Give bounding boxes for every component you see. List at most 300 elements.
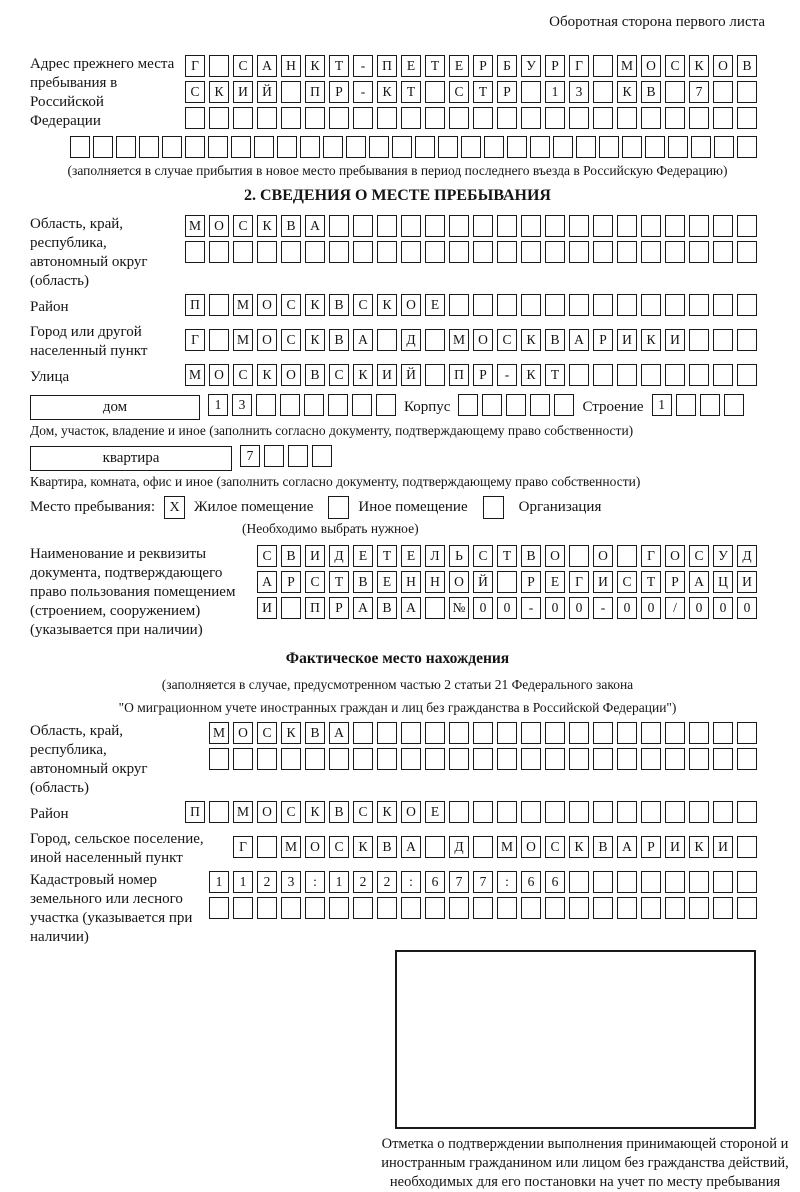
char-cell: Р <box>329 81 349 103</box>
char-cell <box>689 364 709 386</box>
char-cell: В <box>377 836 397 858</box>
char-cell: С <box>473 545 493 567</box>
char-cell: : <box>497 871 517 893</box>
char-cell: О <box>233 722 253 744</box>
char-cell <box>737 215 757 237</box>
char-cell <box>689 801 709 823</box>
char-cell <box>209 55 229 77</box>
char-cell <box>209 897 229 919</box>
char-cell: А <box>257 55 277 77</box>
char-cell <box>209 294 229 316</box>
char-cell <box>593 241 613 263</box>
char-cell <box>377 107 397 129</box>
char-cell <box>329 241 349 263</box>
char-cell <box>641 241 661 263</box>
char-cell: О <box>473 329 493 351</box>
char-cell: Е <box>449 55 469 77</box>
char-cell: К <box>257 364 277 386</box>
char-cell <box>257 897 277 919</box>
char-cell <box>209 801 229 823</box>
char-cell <box>689 748 709 770</box>
char-cell: В <box>545 329 565 351</box>
char-cell: 0 <box>473 597 493 619</box>
actual-location-note-1: (заполняется в случае, предусмотренном частью 2 статьи 21 Федерального закона <box>161 677 634 692</box>
char-cell: / <box>665 597 685 619</box>
char-cell <box>617 871 637 893</box>
char-cell: В <box>329 801 349 823</box>
char-cell <box>209 107 229 129</box>
char-cell <box>425 107 445 129</box>
char-cell: М <box>497 836 517 858</box>
char-cell: С <box>233 364 253 386</box>
char-cell <box>665 81 685 103</box>
char-cell: Г <box>641 545 661 567</box>
char-cell <box>377 241 397 263</box>
char-cell: А <box>617 836 637 858</box>
char-cell: Г <box>185 329 205 351</box>
apartment-note: Квартира, комната, офис и иное (заполнить согласно документу, подтверждающему право собственности) <box>30 474 641 489</box>
char-cell: О <box>257 329 277 351</box>
char-cell <box>713 748 733 770</box>
char-cell <box>257 748 277 770</box>
char-cell: Р <box>665 571 685 593</box>
char-cell: А <box>329 722 349 744</box>
char-cell: Б <box>497 55 517 77</box>
char-cell <box>507 136 527 158</box>
char-cell <box>506 394 526 416</box>
char-cell <box>737 897 757 919</box>
char-cell: И <box>617 329 637 351</box>
char-cell <box>713 107 733 129</box>
char-cell <box>329 748 349 770</box>
char-cell <box>676 394 696 416</box>
char-cell: - <box>353 55 373 77</box>
char-cell: В <box>281 215 301 237</box>
actual-region-label: Область, край, республика, автономный округ (область) <box>30 723 148 796</box>
char-cell <box>665 215 685 237</box>
char-cell <box>622 136 642 158</box>
char-cell <box>185 107 205 129</box>
char-cell: 1 <box>652 394 672 416</box>
char-cell <box>665 364 685 386</box>
char-cell: К <box>281 722 301 744</box>
char-cell <box>737 81 757 103</box>
char-cell <box>713 241 733 263</box>
char-cell: Р <box>473 364 493 386</box>
char-cell: К <box>689 55 709 77</box>
stay-type-block <box>30 496 765 519</box>
char-cell: П <box>305 597 325 619</box>
house-note: Дом, участок, владение и иное (заполнить согласно документу, подтверждающему право собственности) <box>30 423 634 438</box>
cadastral-row-2 <box>222 897 765 919</box>
char-cell <box>208 136 228 158</box>
char-cell <box>689 107 709 129</box>
char-cell <box>665 107 685 129</box>
prev-address-row-2 <box>175 81 765 103</box>
actual-city-block <box>30 830 765 868</box>
char-cell: Т <box>377 545 397 567</box>
house-type-label: дом <box>102 398 128 415</box>
char-cell: В <box>281 545 301 567</box>
char-cell <box>617 801 637 823</box>
char-cell <box>353 748 373 770</box>
actual-city-label: Город, сельское поселение, иной населенный пункт <box>30 831 204 866</box>
char-cell <box>576 136 596 158</box>
cadastral-block <box>30 871 765 947</box>
char-cell <box>737 241 757 263</box>
char-cell: А <box>401 597 421 619</box>
char-cell <box>617 722 637 744</box>
actual-region-block <box>30 722 765 798</box>
char-cell: А <box>353 329 373 351</box>
char-cell: О <box>401 294 421 316</box>
char-cell <box>352 394 372 416</box>
char-cell: Р <box>641 836 661 858</box>
char-cell: Т <box>329 571 349 593</box>
street-block <box>30 364 765 390</box>
char-cell <box>377 897 397 919</box>
char-cell <box>569 241 589 263</box>
actual-region-row-1 <box>150 722 765 744</box>
document-label: Наименование и реквизиты документа, подтверждающего право пользования помещением (строением, сооружением) (указывается при наличии) <box>30 546 236 638</box>
actual-location-note-2: "О миграционном учете иностранных граждан и лиц без гражданства в Российской Федерации") <box>118 700 677 715</box>
char-cell <box>521 801 541 823</box>
char-cell: С <box>353 294 373 316</box>
char-cell: Н <box>281 55 301 77</box>
char-cell <box>254 136 274 158</box>
char-cell <box>425 597 445 619</box>
char-cell: Е <box>401 55 421 77</box>
char-cell <box>281 81 301 103</box>
char-cell <box>473 722 493 744</box>
char-cell <box>737 871 757 893</box>
char-cell <box>209 748 229 770</box>
char-cell: М <box>233 801 253 823</box>
prev-address-boxes <box>175 55 765 133</box>
char-cell <box>497 294 517 316</box>
char-cell <box>593 801 613 823</box>
char-cell: У <box>521 55 541 77</box>
char-cell <box>569 897 589 919</box>
actual-district-row <box>150 801 765 823</box>
char-cell <box>300 136 320 158</box>
char-cell: И <box>233 81 253 103</box>
street-label: Улица <box>30 368 70 385</box>
region-label: Область, край, республика, автономный округ (область) <box>30 216 148 289</box>
prev-address-label: Адрес прежнего места пребывания в Российской Федерации <box>30 56 175 129</box>
char-cell <box>497 801 517 823</box>
char-cell: А <box>353 597 373 619</box>
char-cell: О <box>545 545 565 567</box>
char-cell: 6 <box>425 871 445 893</box>
char-cell <box>665 748 685 770</box>
char-cell: О <box>593 545 613 567</box>
char-cell <box>593 81 613 103</box>
char-cell: Н <box>401 571 421 593</box>
char-cell <box>392 136 412 158</box>
char-cell <box>665 871 685 893</box>
char-cell <box>593 722 613 744</box>
char-cell <box>599 136 619 158</box>
document-row-1 <box>248 545 765 567</box>
char-cell <box>280 394 300 416</box>
stay-type-note: (Необходимо выбрать нужное) <box>242 521 419 536</box>
char-cell: Е <box>401 545 421 567</box>
char-cell <box>689 241 709 263</box>
char-cell <box>641 722 661 744</box>
char-cell <box>425 215 445 237</box>
char-cell: В <box>593 836 613 858</box>
char-cell <box>593 294 613 316</box>
char-cell: И <box>665 836 685 858</box>
city-block <box>30 323 765 361</box>
char-cell <box>256 394 276 416</box>
char-cell <box>569 748 589 770</box>
char-cell: Т <box>473 81 493 103</box>
char-cell: М <box>617 55 637 77</box>
char-cell: : <box>305 871 325 893</box>
char-cell: 2 <box>257 871 277 893</box>
stay-type-label: Место пребывания: <box>30 499 155 515</box>
char-cell <box>737 836 757 858</box>
char-cell: К <box>209 81 229 103</box>
korpus-label: Корпус <box>404 398 451 415</box>
char-cell <box>185 136 205 158</box>
char-cell: - <box>497 364 517 386</box>
char-cell: А <box>401 836 421 858</box>
char-cell: О <box>281 364 301 386</box>
char-cell: Й <box>401 364 421 386</box>
char-cell: С <box>449 81 469 103</box>
char-cell <box>737 748 757 770</box>
char-cell: Г <box>569 571 589 593</box>
char-cell: М <box>233 329 253 351</box>
char-cell <box>425 364 445 386</box>
char-cell <box>449 107 469 129</box>
char-cell: К <box>305 801 325 823</box>
document-block <box>30 545 765 640</box>
char-cell: Г <box>233 836 253 858</box>
char-cell: И <box>305 545 325 567</box>
char-cell <box>641 107 661 129</box>
char-cell <box>353 241 373 263</box>
section2-title: 2. СВЕДЕНИЯ О МЕСТЕ ПРЕБЫВАНИЯ <box>244 187 551 204</box>
char-cell <box>665 241 685 263</box>
char-cell <box>645 136 665 158</box>
document-row-3 <box>248 597 765 619</box>
char-cell <box>593 215 613 237</box>
char-cell: Д <box>737 545 757 567</box>
char-cell: О <box>257 294 277 316</box>
char-cell: 0 <box>713 597 733 619</box>
char-cell: Т <box>641 571 661 593</box>
char-cell: Е <box>425 294 445 316</box>
char-cell <box>231 136 251 158</box>
char-cell: М <box>209 722 229 744</box>
char-cell <box>304 394 324 416</box>
region-block <box>30 215 765 291</box>
char-cell <box>497 722 517 744</box>
char-cell: В <box>521 545 541 567</box>
char-cell: А <box>689 571 709 593</box>
char-cell <box>329 897 349 919</box>
prev-address-block <box>30 55 765 133</box>
char-cell <box>593 871 613 893</box>
char-cell: 0 <box>545 597 565 619</box>
char-cell: В <box>305 722 325 744</box>
char-cell <box>737 136 757 158</box>
apartment-block <box>30 445 765 471</box>
char-cell: О <box>209 215 229 237</box>
char-cell: П <box>305 81 325 103</box>
char-cell: 1 <box>208 394 228 416</box>
char-cell <box>139 136 159 158</box>
char-cell: В <box>305 364 325 386</box>
char-cell <box>530 136 550 158</box>
char-cell <box>554 394 574 416</box>
char-cell <box>473 241 493 263</box>
char-cell <box>689 897 709 919</box>
char-cell <box>569 215 589 237</box>
char-cell <box>689 871 709 893</box>
char-cell <box>691 136 711 158</box>
char-cell <box>401 722 421 744</box>
header-note: Оборотная сторона первого листа <box>549 14 765 30</box>
char-cell: Г <box>569 55 589 77</box>
char-cell <box>521 241 541 263</box>
char-cell <box>415 136 435 158</box>
char-cell <box>737 722 757 744</box>
district-row <box>150 294 765 316</box>
char-cell <box>257 836 277 858</box>
char-cell: В <box>353 571 373 593</box>
char-cell <box>425 329 445 351</box>
char-cell: 0 <box>689 597 709 619</box>
char-cell <box>617 748 637 770</box>
char-cell <box>497 241 517 263</box>
char-cell <box>376 394 396 416</box>
char-cell: И <box>665 329 685 351</box>
char-cell: С <box>185 81 205 103</box>
char-cell <box>497 748 517 770</box>
prev-address-note: (заполняется в случае прибытия в новое место пребывания в период последнего въезда в Российскую Федерацию) <box>67 163 728 178</box>
char-cell <box>521 897 541 919</box>
char-cell: С <box>617 571 637 593</box>
city-label: Город или другой населенный пункт <box>30 324 148 359</box>
char-cell: Т <box>401 81 421 103</box>
char-cell: О <box>521 836 541 858</box>
prev-address-row-4 <box>30 136 765 158</box>
char-cell <box>277 136 297 158</box>
char-cell <box>617 897 637 919</box>
char-cell <box>401 241 421 263</box>
char-cell <box>689 294 709 316</box>
char-cell <box>312 445 332 467</box>
char-cell <box>93 136 113 158</box>
char-cell: 2 <box>377 871 397 893</box>
char-cell <box>497 897 517 919</box>
char-cell: И <box>593 571 613 593</box>
char-cell: О <box>713 55 733 77</box>
char-cell: М <box>449 329 469 351</box>
char-cell <box>425 836 445 858</box>
char-cell <box>497 571 517 593</box>
char-cell: О <box>209 364 229 386</box>
char-cell: К <box>305 294 325 316</box>
char-cell: К <box>521 329 541 351</box>
char-cell: В <box>329 329 349 351</box>
house-type-box <box>30 395 200 420</box>
char-cell: Р <box>473 55 493 77</box>
char-cell: С <box>281 329 301 351</box>
char-cell: К <box>377 801 397 823</box>
char-cell <box>425 81 445 103</box>
char-cell <box>668 136 688 158</box>
char-cell <box>353 215 373 237</box>
char-cell <box>281 748 301 770</box>
char-cell <box>700 394 720 416</box>
char-cell <box>545 722 565 744</box>
char-cell <box>569 294 589 316</box>
char-cell: О <box>257 801 277 823</box>
char-cell: С <box>233 55 253 77</box>
char-cell: С <box>329 836 349 858</box>
char-cell <box>473 294 493 316</box>
cadastral-label: Кадастровый номер земельного или лесного участка (указывается при наличии) <box>30 872 193 945</box>
char-cell <box>323 136 343 158</box>
char-cell <box>473 107 493 129</box>
char-cell <box>484 136 504 158</box>
char-cell <box>281 107 301 129</box>
char-cell <box>545 897 565 919</box>
char-cell: И <box>377 364 397 386</box>
char-cell <box>521 215 541 237</box>
char-cell: Ь <box>449 545 469 567</box>
char-cell: К <box>305 329 325 351</box>
char-cell: 7 <box>240 445 260 467</box>
char-cell <box>281 897 301 919</box>
char-cell: К <box>353 364 373 386</box>
char-cell: К <box>257 215 277 237</box>
char-cell: М <box>185 215 205 237</box>
char-cell <box>449 748 469 770</box>
char-cell <box>713 81 733 103</box>
char-cell <box>401 897 421 919</box>
char-cell <box>689 215 709 237</box>
char-cell <box>593 55 613 77</box>
char-cell <box>665 722 685 744</box>
char-cell: С <box>497 329 517 351</box>
char-cell <box>545 215 565 237</box>
char-cell: 0 <box>641 597 661 619</box>
house-number-cells <box>208 394 396 416</box>
char-cell: В <box>329 294 349 316</box>
char-cell <box>209 329 229 351</box>
char-cell: К <box>353 836 373 858</box>
char-cell <box>70 136 90 158</box>
char-cell <box>233 897 253 919</box>
option-other-label: Иное помещение <box>358 499 468 515</box>
prev-address-row-1 <box>175 55 765 77</box>
char-cell <box>329 215 349 237</box>
char-cell <box>449 294 469 316</box>
apartment-type-box <box>30 446 232 471</box>
char-cell: Е <box>545 571 565 593</box>
char-cell <box>353 897 373 919</box>
confirmation-caption: Отметка о подтверждении выполнения принимающей стороной и иностранным гражданином или лицом без гражданства действий, необходимых для его постановки на учет по месту пребывания <box>381 1136 789 1190</box>
char-cell: У <box>713 545 733 567</box>
char-cell <box>689 722 709 744</box>
